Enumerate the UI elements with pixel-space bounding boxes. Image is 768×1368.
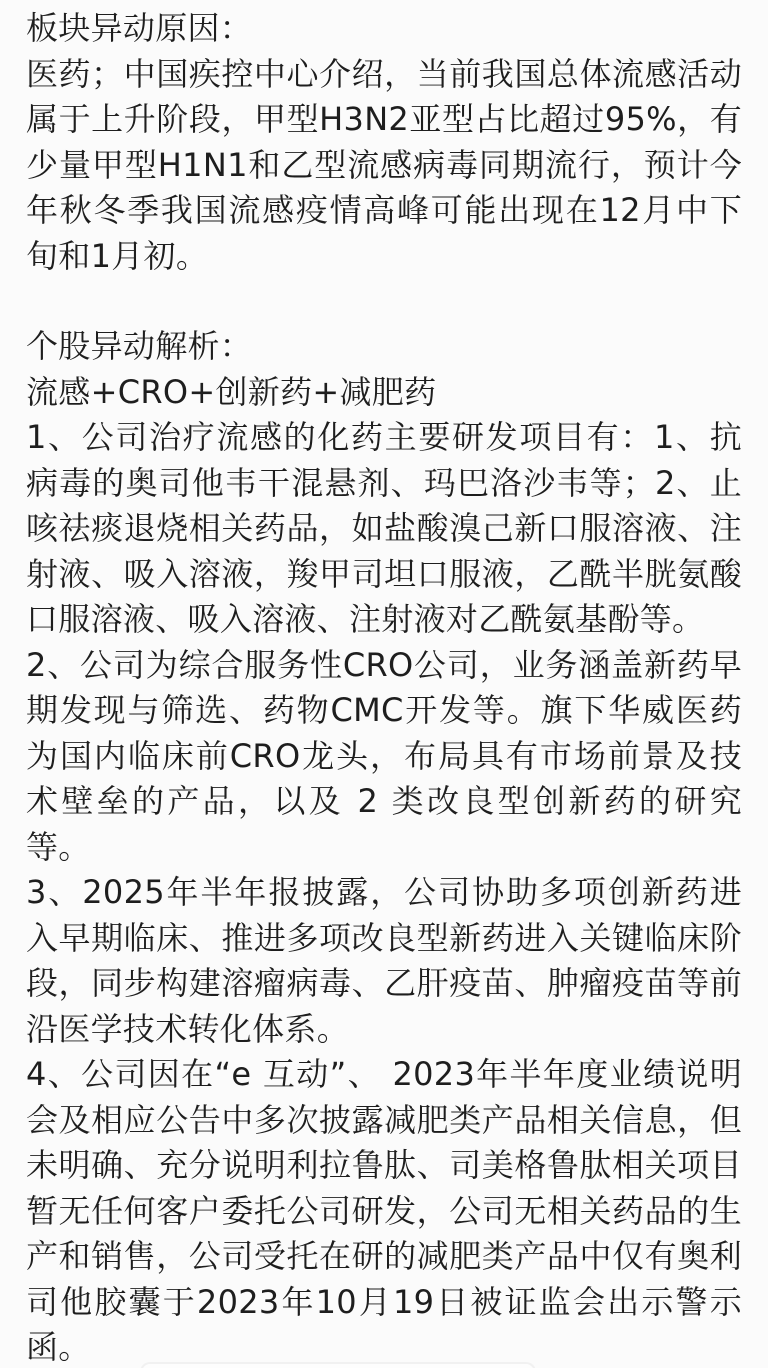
sector-reason-text: 医药；中国疾控中心介绍，当前我国总体流感活动属于上升阶段，甲型H3N2亚型占比超过95%，有少量甲型H1N1和乙型流感病毒同期流行，预计今年秋冬季我国流感疫情高峰可能出现在12月中下旬和1月初。 (26, 54, 742, 275)
section-spacer (26, 279, 742, 324)
concept-tags-line: 流感+CRO+创新药+减肥药 (26, 372, 437, 411)
analysis-item-2: 2、公司为综合服务性CRO公司，业务涵盖新药早期发现与筛选、药物CMC开发等。旗下华威医药为国内临床前CRO龙头，布局具有市场前景及技术壁垒的产品，以及 2 类改良型创新药的研究等。 (26, 645, 742, 866)
stock-analysis-heading: 个股异动解析： (26, 327, 253, 365)
analysis-item-1: 1、公司治疗流感的化药主要研发项目有：1、抗病毒的奥司他韦干混悬剂、玛巴洛沙韦等；2、止咳祛痰退烧相关药品，如盐酸溴己新口服溶液、注射液、吸入溶液，羧甲司坦口服液，乙酰半胱氨酸口服溶液、吸入溶液、注射液对乙酰氨基酚等。 (26, 418, 742, 638)
analysis-item-4: 4、公司因在“e 互动”、 2023年半年度业绩说明会及相应公告中多次披露减肥类产品相关信息，但未明确、充分说明利拉鲁肽、司美格鲁肽相关项目暂无任何客户委托公司研发，公司无相关药品的生产和销售，公司受托在研的减肥类产品中仅有奥利司他胶囊于2023年10月19日被证监会出示警示函。 (26, 1055, 742, 1366)
next-card-top-edge (140, 1362, 536, 1368)
sector-reason-heading: 板块异动原因： (26, 9, 253, 47)
analysis-item-3: 3、2025年半年报披露，公司协助多项创新药进入早期临床、推进多项改良型新药进入关键临床阶段，同步构建溶瘤病毒、乙肝疫苗、肿瘤疫苗等前沿医学技术转化体系。 (26, 873, 742, 1048)
